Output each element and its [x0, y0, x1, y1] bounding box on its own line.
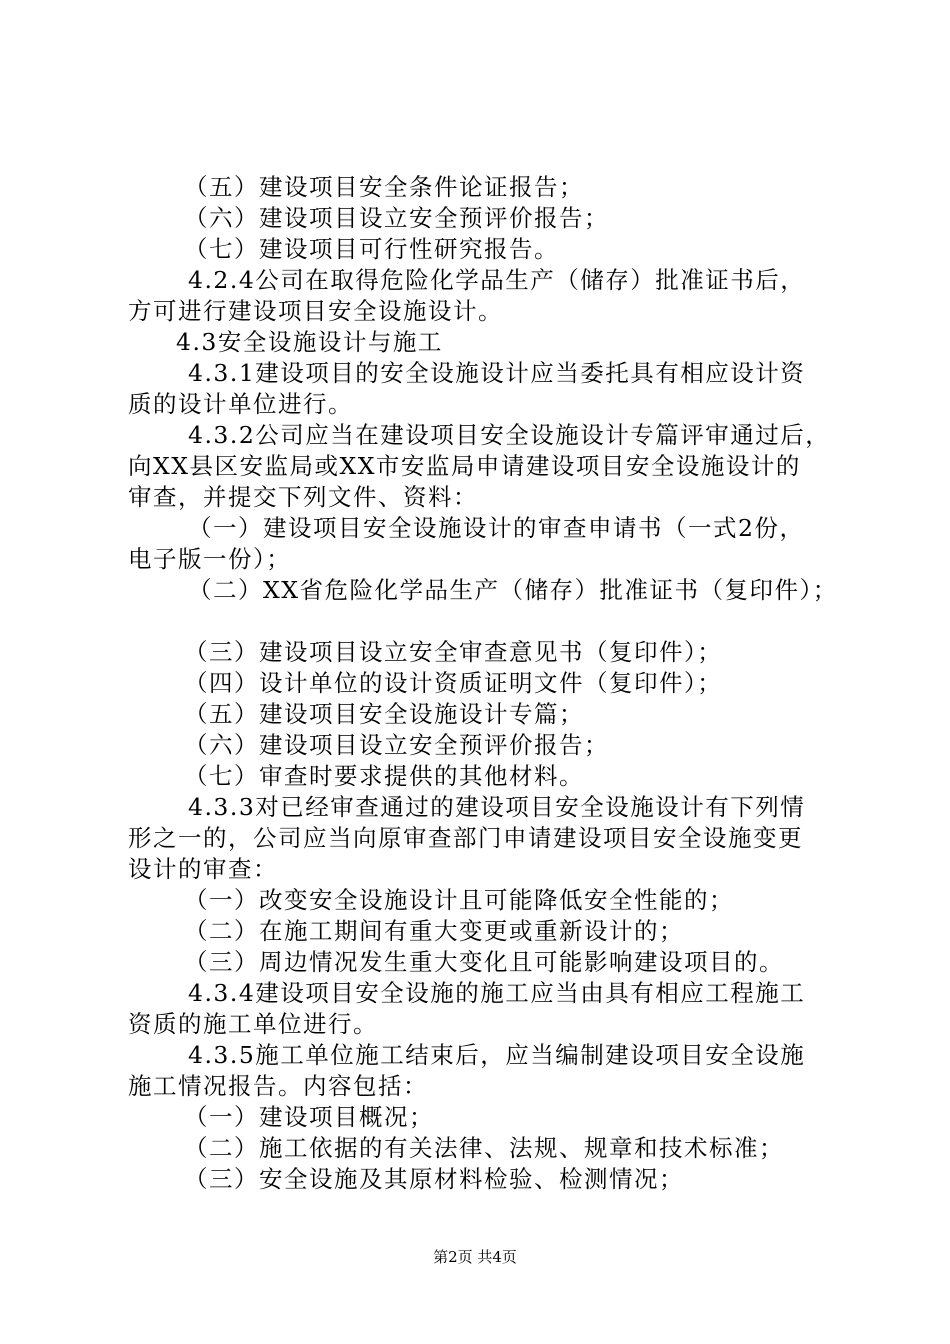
text-line: 4.3.3对已经审查通过的建设项目安全设施设计有下列情	[188, 793, 806, 821]
text-line: 4.3.4建设项目安全设施的施工应当由具有相应工程施工	[188, 979, 806, 1007]
text-line: 4.3.2公司应当在建设项目安全设施设计专篇评审通过后，	[188, 421, 831, 449]
text-line: （二）施工依据的有关法律、法规、规章和技术标准；	[184, 1134, 784, 1162]
text-line: （三）建设项目设立安全审查意见书（复印件）；	[184, 638, 723, 666]
text-line: （三）周边情况发生重大变化且可能影响建设项目的。	[184, 948, 784, 976]
text-line: （五）建设项目安全设施设计专篇；	[184, 700, 584, 728]
body-text	[128, 172, 848, 1195]
text-line: 4.3.5施工单位施工结束后，应当编制建设项目安全设施	[188, 1041, 806, 1069]
text-line: 4.3.1建设项目的安全设施设计应当委托具有相应设计资	[188, 359, 806, 387]
page-footer: 第2页 共4页	[433, 1248, 517, 1266]
text-line: （二）在施工期间有重大变更或重新设计的；	[184, 917, 684, 945]
text-line: 审查，并提交下列文件、资料：	[128, 483, 478, 511]
text-line: （六）建设项目设立安全预评价报告；	[184, 731, 609, 759]
text-line: （一）建设项目概况；	[184, 1103, 434, 1131]
text-line: （一）建设项目安全设施设计的审查申请书（一式2份，	[188, 514, 805, 542]
text-line: 资质的施工单位进行。	[128, 1010, 378, 1038]
text-line: （六）建设项目设立安全预评价报告；	[184, 204, 609, 232]
text-line: （七）建设项目可行性研究报告。	[184, 235, 559, 263]
text-line: 电子版一份）；	[128, 545, 292, 573]
text-line: 4.2.4公司在取得危险化学品生产（储存）批准证书后，	[188, 266, 806, 294]
text-line: 质的设计单位进行。	[128, 390, 353, 418]
section-heading: 4.3安全设施设计与施工	[176, 328, 443, 356]
text-line: 施工情况报告。内容包括：	[128, 1072, 428, 1100]
text-line: 向XX县区安监局或XX市安监局申请建设项目安全设施设计的	[128, 452, 801, 480]
text-line: （三）安全设施及其原材料检验、检测情况；	[184, 1165, 684, 1193]
text-line: 形之一的，公司应当向原审查部门申请建设项目安全设施变更	[128, 824, 803, 852]
blank-line	[128, 606, 848, 637]
text-line: （七）审查时要求提供的其他材料。	[184, 762, 584, 790]
text-line: 设计的审查：	[128, 855, 278, 883]
text-line: （五）建设项目安全条件论证报告；	[184, 173, 584, 201]
text-line: （二）XX省危险化学品生产（储存）批准证书（复印件）；	[188, 576, 838, 604]
text-line: （四）设计单位的设计资质证明文件（复印件）；	[184, 669, 723, 697]
text-line: （一）改变安全设施设计且可能降低安全性能的；	[184, 886, 734, 914]
text-line: 方可进行建设项目安全设施设计。	[128, 297, 503, 325]
